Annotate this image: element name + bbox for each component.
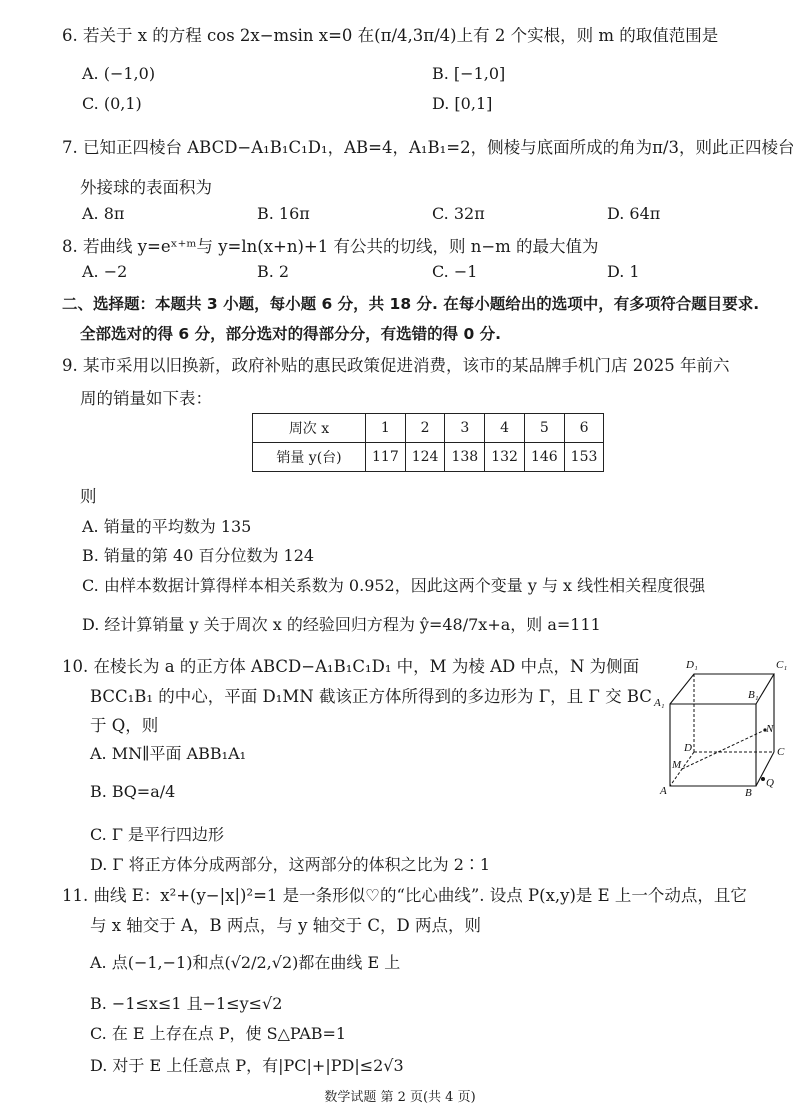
q10-option-c: C. Γ 是平行四边形	[90, 825, 225, 844]
table-header-cell: 周次 x	[253, 414, 366, 443]
section2-line1: 二、选择题：本题共 3 小题，每小题 6 分，共 18 分. 在每小题给出的选项中，有多项符合题目要求.	[62, 295, 760, 313]
q8-option-d: D. 1	[607, 262, 640, 281]
q9-option-d: D. 经计算销量 y 关于周次 x 的经验回归方程为 ŷ=48/7x+a，则 a=111	[82, 615, 601, 634]
q10-stem-line3: 于 Q，则	[90, 716, 159, 735]
table-cell: 138	[445, 443, 485, 472]
q7-stem-line2: 外接球的表面积为	[80, 178, 212, 197]
table-cell: 5	[524, 414, 564, 443]
table-cell: 132	[485, 443, 525, 472]
cube-figure	[650, 652, 790, 800]
label-b1: B₁	[748, 689, 759, 701]
table-cell: 3	[445, 414, 485, 443]
section2-line2: 全部选对的得 6 分，部分选对的得部分分，有选错的得 0 分.	[80, 325, 502, 343]
q9-stem-line1: 9. 某市采用以旧换新，政府补贴的惠民政策促进消费，该市的某品牌手机门店 2025 年前六	[62, 356, 730, 375]
q11-option-a: A. 点(−1,−1)和点(√2/2,√2)都在曲线 E 上	[90, 953, 401, 972]
table-cell: 146	[524, 443, 564, 472]
q9-stem-line2: 周的销量如下表：	[80, 389, 212, 408]
q8-option-b: B. 2	[257, 262, 290, 281]
q10-option-d: D. Γ 将正方体分成两部分，这两部分的体积之比为 2∶1	[90, 855, 491, 874]
q8-stem: 8. 若曲线 y=eˣ⁺ᵐ与 y=ln(x+n)+1 有公共的切线，则 n−m 的最大值为	[62, 237, 599, 256]
label-a: A	[660, 785, 667, 797]
q11-option-d: D. 对于 E 上任意点 P，有|PC|+|PD|≤2√3	[90, 1056, 404, 1075]
q10-option-b: B. BQ=a/4	[90, 782, 176, 801]
table-cell: 6	[564, 414, 604, 443]
table-cell: 2	[405, 414, 445, 443]
q7-option-b: B. 16π	[257, 204, 310, 223]
label-c1: C₁	[776, 659, 788, 671]
table-cell: 124	[405, 443, 445, 472]
table-cell: 1	[366, 414, 406, 443]
q8-option-a: A. −2	[82, 262, 128, 281]
q6-option-d: D. [0,1]	[432, 94, 493, 113]
q7-option-c: C. 32π	[432, 204, 485, 223]
table-header-cell: 销量 y(台)	[253, 443, 366, 472]
q10-option-a: A. MN∥平面 ABB₁A₁	[90, 744, 247, 763]
label-d1: D₁	[686, 659, 698, 671]
label-q: Q	[766, 777, 774, 789]
q11-option-b: B. −1≤x≤1 且−1≤y≤√2	[90, 994, 283, 1013]
q8-option-c: C. −1	[432, 262, 478, 281]
label-a1: A₁	[654, 697, 665, 709]
q11-stem-line1: 11. 曲线 E：x²+(y−|x|)²=1 是一条形似♡的“比心曲线”. 设点 P(x,y)是 E 上一个动点，且它	[62, 886, 747, 905]
table-cell: 153	[564, 443, 604, 472]
q6-stem: 6. 若关于 x 的方程 cos 2x−msin x=0 在(π/4,3π/4)上有 2 个实根，则 m 的取值范围是	[62, 26, 719, 45]
q6-option-a: A. (−1,0)	[82, 64, 156, 83]
q9-then: 则	[80, 487, 97, 506]
label-d: D	[684, 742, 692, 754]
table-cell: 117	[366, 443, 406, 472]
q7-option-a: A. 8π	[82, 204, 125, 223]
label-c: C	[777, 746, 785, 758]
label-m: M	[672, 759, 682, 771]
q9-option-b: B. 销量的第 40 百分位数为 124	[82, 546, 315, 565]
q6-option-c: C. (0,1)	[82, 94, 142, 113]
q6-option-b: B. [−1,0]	[432, 64, 506, 83]
q10-stem-line1: 10. 在棱长为 a 的正方体 ABCD−A₁B₁C₁D₁ 中，M 为棱 AD 中点，N 为侧面	[62, 657, 640, 676]
q9-option-c: C. 由样本数据计算得样本相关系数为 0.952，因此这两个变量 y 与 x 线性相关程度很强	[82, 576, 706, 595]
q11-stem-line2: 与 x 轴交于 A，B 两点，与 y 轴交于 C，D 两点，则	[90, 916, 481, 935]
q9-option-a: A. 销量的平均数为 135	[82, 517, 252, 536]
q10-stem-line2: BCC₁B₁ 的中心，平面 D₁MN 截该正方体所得到的多边形为 Γ，且 Γ 交 BC	[90, 687, 652, 706]
table-cell: 4	[485, 414, 525, 443]
label-b: B	[745, 787, 752, 799]
page-footer: 数学试题 第 2 页(共 4 页)	[324, 1090, 476, 1105]
q7-stem-line1: 7. 已知正四棱台 ABCD−A₁B₁C₁D₁，AB=4，A₁B₁=2，侧棱与底面所成的角为π/3，则此正四棱台	[62, 138, 795, 157]
table-row	[253, 443, 604, 472]
table-row	[253, 414, 604, 443]
q11-option-c: C. 在 E 上存在点 P，使 S△PAB=1	[90, 1024, 347, 1043]
sales-table	[252, 413, 604, 472]
label-n: N	[766, 723, 774, 735]
q7-option-d: D. 64π	[607, 204, 661, 223]
